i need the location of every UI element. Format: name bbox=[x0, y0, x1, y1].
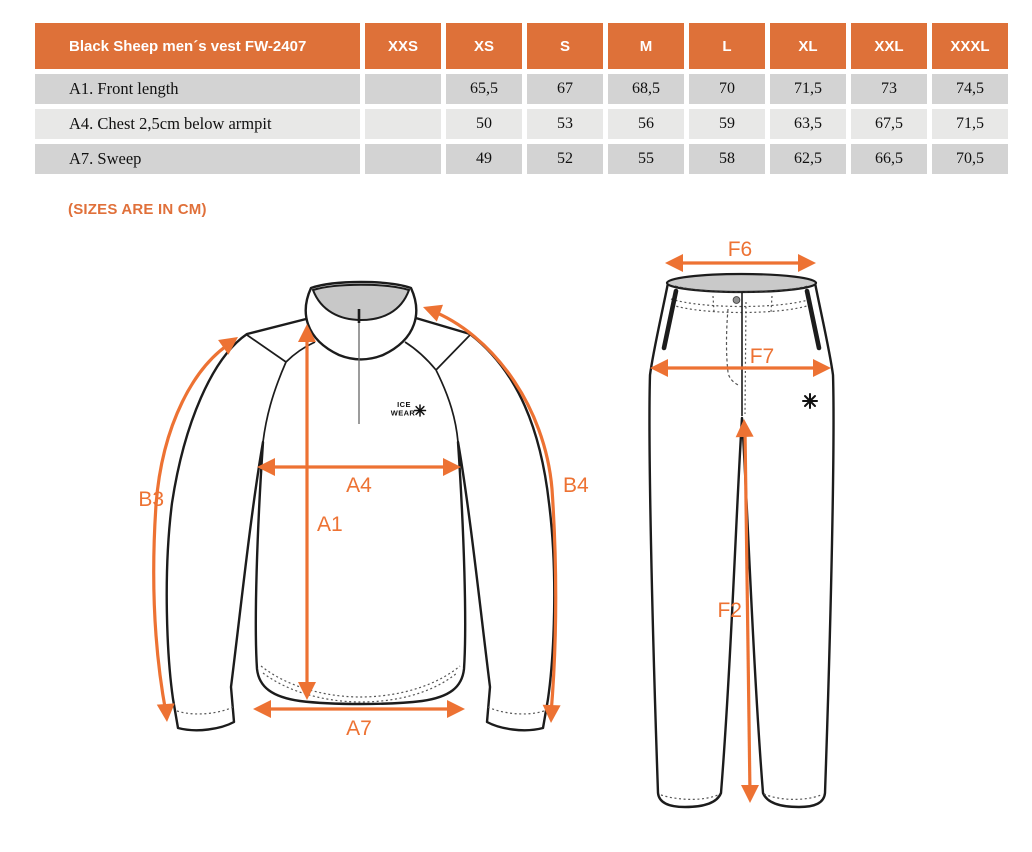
measurement-value: 53 bbox=[527, 109, 603, 139]
size-header-xxs: XXS bbox=[365, 23, 441, 69]
sizes-unit-note: (SIZES ARE IN CM) bbox=[68, 201, 207, 218]
size-header-xxl: XXL bbox=[851, 23, 927, 69]
snowflake-logo-icon bbox=[803, 394, 817, 408]
size-header-xxxl: XXXL bbox=[932, 23, 1008, 69]
measurement-row-a1 bbox=[35, 74, 1008, 104]
vest-drawing bbox=[138, 282, 589, 740]
f7-label: F7 bbox=[749, 345, 775, 368]
snowflake-logo-icon bbox=[415, 405, 426, 416]
size-table-header-row bbox=[35, 23, 1008, 69]
measurement-value: 62,5 bbox=[770, 144, 846, 174]
a4-label: A4 bbox=[346, 474, 372, 497]
b3-label: B3 bbox=[138, 488, 164, 511]
pants-drawing bbox=[649, 238, 833, 807]
measurement-value: 67 bbox=[527, 74, 603, 104]
measurement-value: 63,5 bbox=[770, 109, 846, 139]
measurement-label: A1. Front length bbox=[35, 74, 360, 104]
measurement-value: 58 bbox=[689, 144, 765, 174]
a1-label: A1 bbox=[317, 513, 343, 536]
measurement-value: 70,5 bbox=[932, 144, 1008, 174]
measurement-value: 66,5 bbox=[851, 144, 927, 174]
measurement-row-a4 bbox=[35, 109, 1008, 139]
measurement-value: 73 bbox=[851, 74, 927, 104]
measurement-label: A4. Chest 2,5cm below armpit bbox=[35, 109, 360, 139]
pants-button bbox=[733, 297, 740, 304]
size-table bbox=[30, 18, 1013, 179]
table-title-cell: Black Sheep men´s vest FW-2407 bbox=[35, 23, 360, 69]
measurement-value bbox=[365, 109, 441, 139]
measurement-value: 74,5 bbox=[932, 74, 1008, 104]
size-header-xs: XS bbox=[446, 23, 522, 69]
measurement-value: 71,5 bbox=[932, 109, 1008, 139]
measurement-value bbox=[365, 144, 441, 174]
icewear-logo-text-wear: WEAR bbox=[390, 408, 416, 418]
measurement-value: 68,5 bbox=[608, 74, 684, 104]
b4-label: B4 bbox=[563, 474, 589, 497]
measurement-value: 67,5 bbox=[851, 109, 927, 139]
measurement-label: A7. Sweep bbox=[35, 144, 360, 174]
measurement-value: 56 bbox=[608, 109, 684, 139]
size-header-m: M bbox=[608, 23, 684, 69]
measurement-value: 49 bbox=[446, 144, 522, 174]
measurement-value: 71,5 bbox=[770, 74, 846, 104]
measurement-row-a7 bbox=[35, 144, 1008, 174]
size-header-l: L bbox=[689, 23, 765, 69]
measurement-value: 50 bbox=[446, 109, 522, 139]
measurement-value: 55 bbox=[608, 144, 684, 174]
f6-label: F6 bbox=[727, 238, 753, 261]
size-header-s: S bbox=[527, 23, 603, 69]
measurement-value bbox=[365, 74, 441, 104]
vest-body-outline bbox=[167, 316, 555, 730]
icewear-logo-text-ice: ICE bbox=[397, 400, 411, 409]
size-header-xl: XL bbox=[770, 23, 846, 69]
measurement-value: 52 bbox=[527, 144, 603, 174]
measurement-value: 59 bbox=[689, 109, 765, 139]
measurement-value: 65,5 bbox=[446, 74, 522, 104]
pants-waistband bbox=[667, 274, 816, 292]
measurement-diagram bbox=[0, 228, 1032, 852]
f2-label: F2 bbox=[717, 599, 742, 622]
measurement-value: 70 bbox=[689, 74, 765, 104]
a7-label: A7 bbox=[346, 717, 372, 740]
